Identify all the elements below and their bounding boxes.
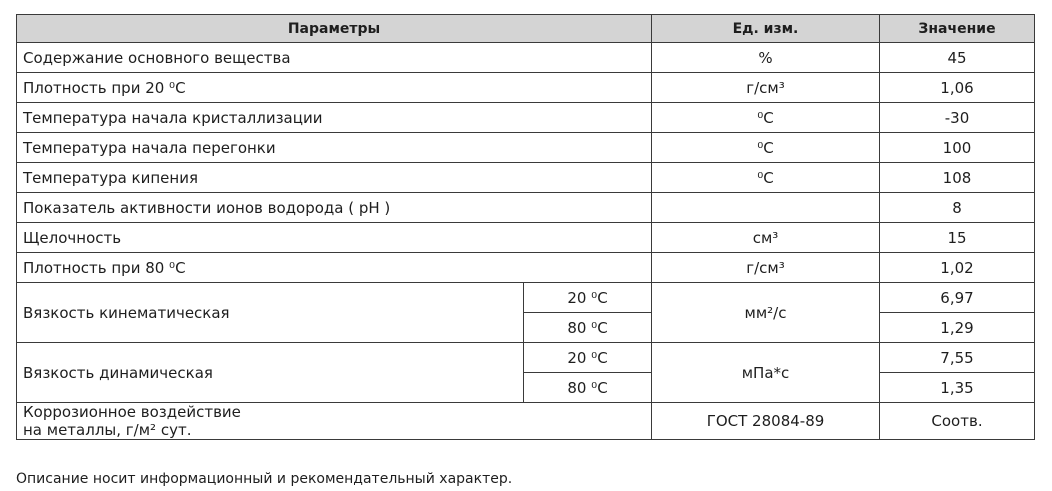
param-name: Показатель активности ионов водорода ( pH ) (17, 193, 652, 223)
corrosion-name-line2: на металлы, г/м² сут. (23, 421, 192, 439)
param-value: 8 (880, 193, 1035, 223)
unit-corrosion: ГОСТ 28084-89 (652, 403, 880, 440)
table-row (17, 133, 1035, 163)
temp-dynamic-20: 20 ⁰С (524, 343, 652, 373)
parameters-table-wrapper (16, 14, 1035, 440)
table-row (17, 103, 1035, 133)
unit-dynamic: мПа*с (652, 343, 880, 403)
value-dynamic-80: 1,35 (880, 373, 1035, 403)
table-row (17, 163, 1035, 193)
param-name-corrosion (17, 403, 652, 440)
param-name: Температура начала перегонки (17, 133, 652, 163)
param-value: 100 (880, 133, 1035, 163)
value-kinematic-80: 1,29 (880, 313, 1035, 343)
header-unit: Ед. изм. (652, 15, 880, 43)
table-row-dynamic-20 (17, 343, 1035, 373)
param-unit: ⁰С (652, 133, 880, 163)
param-value: 1,02 (880, 253, 1035, 283)
value-kinematic-20: 6,97 (880, 283, 1035, 313)
param-name: Температура кипения (17, 163, 652, 193)
table-row (17, 253, 1035, 283)
table-row (17, 223, 1035, 253)
table-row-corrosion (17, 403, 1035, 440)
value-corrosion: Соотв. (880, 403, 1035, 440)
param-value: 15 (880, 223, 1035, 253)
corrosion-name-line1: Коррозионное воздействие (23, 403, 241, 421)
table-row (17, 73, 1035, 103)
unit-kinematic: мм²/с (652, 283, 880, 343)
param-unit: ⁰С (652, 163, 880, 193)
param-unit: см³ (652, 223, 880, 253)
param-unit (652, 193, 880, 223)
param-value: 45 (880, 43, 1035, 73)
header-value: Значение (880, 15, 1035, 43)
header-params: Параметры (17, 15, 652, 43)
param-value: 1,06 (880, 73, 1035, 103)
temp-kinematic-20: 20 ⁰С (524, 283, 652, 313)
param-value: -30 (880, 103, 1035, 133)
param-name: Плотность при 20 ⁰С (17, 73, 652, 103)
param-unit: ⁰С (652, 103, 880, 133)
parameters-table (16, 14, 1035, 440)
temp-dynamic-80: 80 ⁰С (524, 373, 652, 403)
temp-kinematic-80: 80 ⁰С (524, 313, 652, 343)
disclaimer-note: Описание носит информационный и рекомендательный характер. (16, 471, 513, 487)
param-name-kinematic: Вязкость кинематическая (17, 283, 524, 343)
param-unit: г/см³ (652, 253, 880, 283)
param-name-dynamic: Вязкость динамическая (17, 343, 524, 403)
param-unit: г/см³ (652, 73, 880, 103)
param-unit: % (652, 43, 880, 73)
param-name: Плотность при 80 ⁰С (17, 253, 652, 283)
table-header-row (17, 15, 1035, 43)
table-row-kinematic-20 (17, 283, 1035, 313)
param-name: Температура начала кристаллизации (17, 103, 652, 133)
param-value: 108 (880, 163, 1035, 193)
table-row (17, 193, 1035, 223)
param-name: Содержание основного вещества (17, 43, 652, 73)
param-name: Щелочность (17, 223, 652, 253)
table-row (17, 43, 1035, 73)
value-dynamic-20: 7,55 (880, 343, 1035, 373)
